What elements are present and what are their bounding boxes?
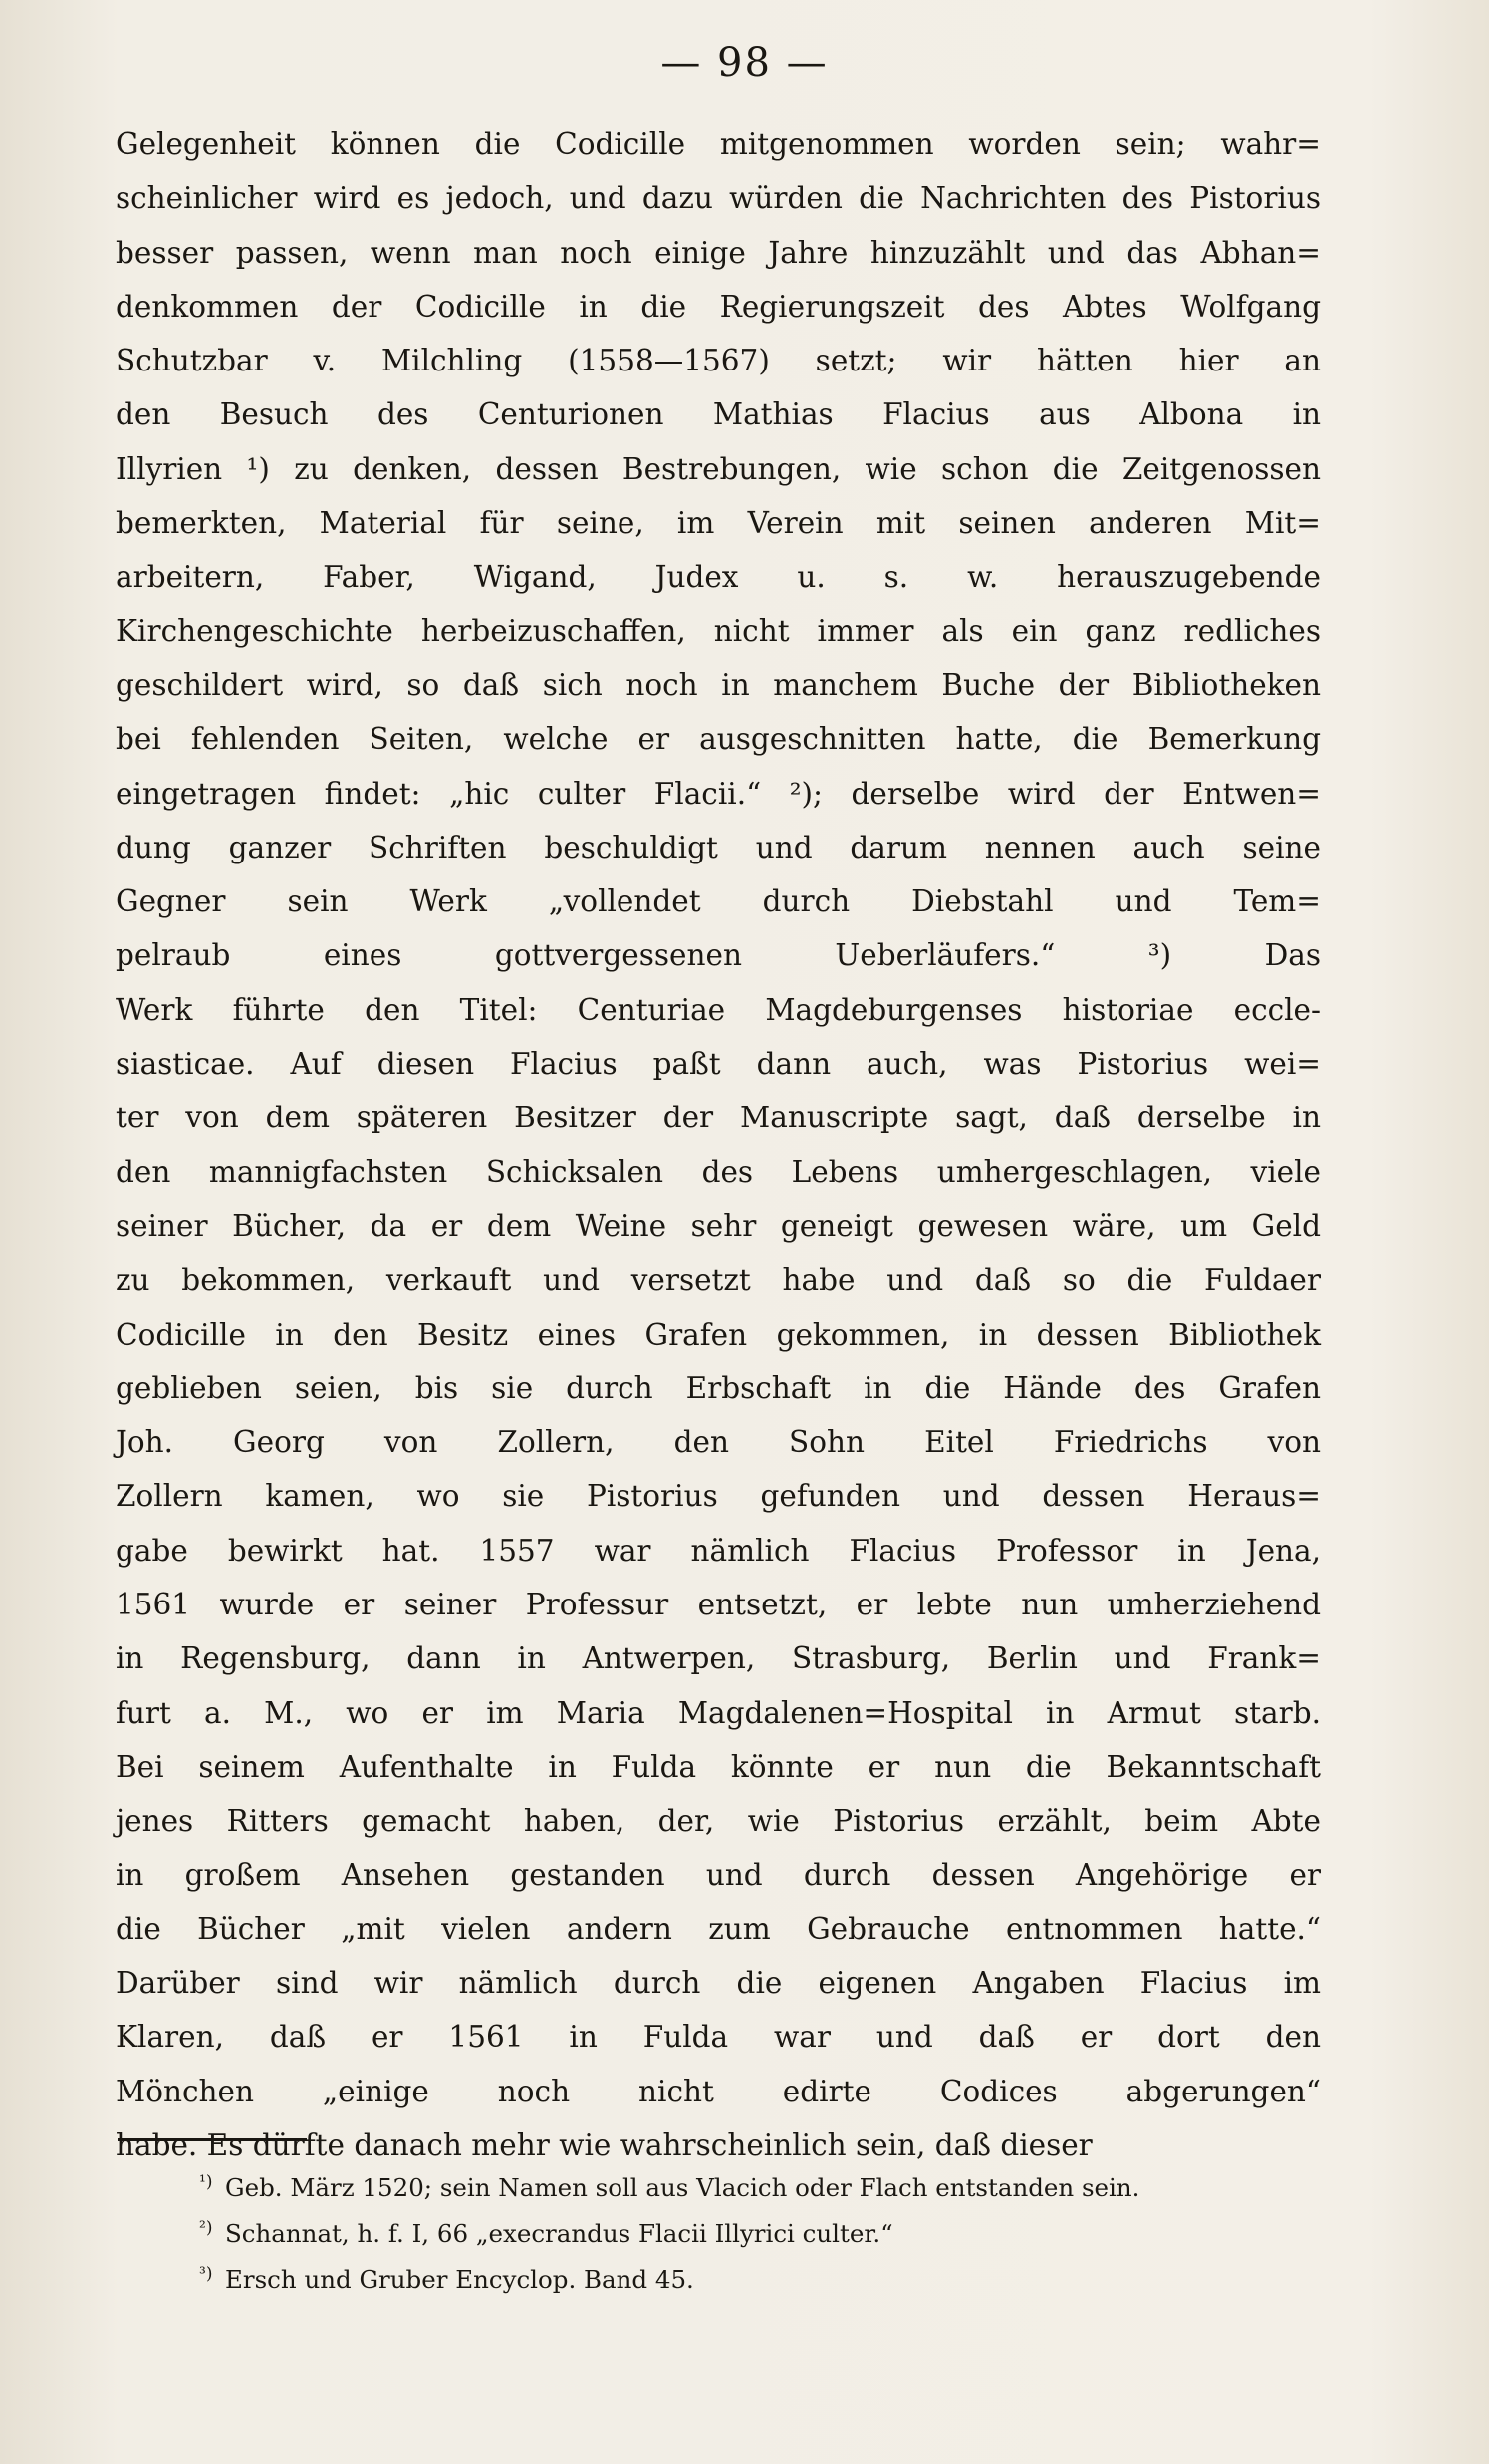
text-line: Zollern kamen, wo sie Pistorius gefunden und dessen Heraus= — [116, 1479, 1321, 1514]
text-line: ter von dem späteren Besitzer der Manuscripte sagt, daß derselbe in — [116, 1101, 1321, 1135]
text-line: Werk führte den Titel: Centuriae Magdeburgenses historiae eccle- — [116, 992, 1321, 1027]
text-line: siasticae. Auf diesen Flacius paßt dann auch, was Pistorius wei= — [116, 1047, 1321, 1082]
text-line: arbeitern, Faber, Wigand, Judex u. s. w. herauszugebende — [116, 560, 1321, 595]
text-line: eingetragen findet: „hic culter Flacii.“ ²); derselbe wird der Entwen= — [116, 776, 1321, 811]
footnotes — [199, 2159, 1321, 2297]
footnote-divider — [118, 2138, 307, 2141]
text-line: bemerkten, Material für seine, im Verein mit seinen anderen Mit= — [116, 506, 1321, 541]
text-line: Mönchen „einige noch nicht edirte Codices abgerungen“ — [116, 2074, 1321, 2108]
footnote-2 — [199, 2205, 1321, 2251]
text-line: pelraub eines gottvergessenen Ueberläufers.“ ³) Das — [116, 938, 1321, 973]
text-line: in Regensburg, dann in Antwerpen, Strasburg, Berlin und Frank= — [116, 1641, 1321, 1676]
text-line: Klaren, daß er 1561 in Fulda war und daß er dort den — [116, 2020, 1321, 2055]
text-line: zu bekommen, verkauft und versetzt habe und daß so die Fuldaer — [116, 1263, 1321, 1298]
text-line: scheinlicher wird es jedoch, und dazu würden die Nachrichten des Pistorius — [116, 181, 1321, 216]
text-line: Schutzbar v. Milchling (1558—1567) setzt; wir hätten hier an — [116, 344, 1321, 378]
text-line: besser passen, wenn man noch einige Jahre hinzuzählt und das Abhan= — [116, 235, 1321, 270]
text-line: die Bücher „mit vielen andern zum Gebrauche entnommen hatte.“ — [116, 1911, 1321, 1946]
footnote-mark: ³) — [199, 2264, 213, 2284]
text-line: seiner Bücher, da er dem Weine sehr geneigt gewesen wäre, um Geld — [116, 1208, 1321, 1243]
footnote-text: Ersch und Gruber Encyclop. Band 45. — [225, 2265, 694, 2294]
text-line: gabe bewirkt hat. 1557 war nämlich Flacius Professor in Jena, — [116, 1533, 1321, 1568]
text-line: Codicille in den Besitz eines Grafen gekommen, in dessen Bibliothek — [116, 1317, 1321, 1352]
text-line: furt a. M., wo er im Maria Magdalenen=Hospital in Armut starb. — [116, 1695, 1321, 1730]
footnote-text: Schannat, h. f. I, 66 „execrandus Flacii Illyrici culter.“ — [225, 2219, 893, 2248]
text-line: jenes Ritters gemacht haben, der, wie Pistorius erzählt, beim Abte — [116, 1804, 1321, 1839]
text-line: bei fehlenden Seiten, welche er ausgeschnitten hatte, die Bemerkung — [116, 722, 1321, 757]
text-line: Joh. Georg von Zollern, den Sohn Eitel Friedrichs von — [116, 1425, 1321, 1460]
text-line: dung ganzer Schriften beschuldigt und darum nennen auch seine — [116, 830, 1321, 864]
text-line: Illyrien ¹) zu denken, dessen Bestrebungen, wie schon die Zeitgenossen — [116, 451, 1321, 486]
footnote-3 — [199, 2251, 1321, 2297]
text-line: den mannigfachsten Schicksalen des Lebens umhergeschlagen, viele — [116, 1154, 1321, 1189]
footnote-text: Geb. März 1520; sein Namen soll aus Vlacich oder Flach entstanden sein. — [225, 2173, 1140, 2202]
text-line: Darüber sind wir nämlich durch die eigenen Angaben Flacius im — [116, 1966, 1321, 2001]
text-line: den Besuch des Centurionen Mathias Flacius aus Albona in — [116, 397, 1321, 432]
footnote-mark: ¹) — [199, 2172, 213, 2192]
text-line: habe. Es dürfte danach mehr wie wahrscheinlich sein, daß dieser — [116, 2127, 1093, 2162]
text-line: geblieben seien, bis sie durch Erbschaft in die Hände des Grafen — [116, 1370, 1321, 1405]
text-line: Gegner sein Werk „vollendet durch Diebstahl und Tem= — [116, 884, 1321, 919]
text-line: denkommen der Codicille in die Regierungszeit des Abtes Wolfgang — [116, 289, 1321, 324]
text-line: 1561 wurde er seiner Professur entsetzt, er lebte nun umherziehend — [116, 1588, 1321, 1622]
text-line: in großem Ansehen gestanden und durch dessen Angehörige er — [116, 1857, 1321, 1892]
footnote-mark: ²) — [199, 2218, 213, 2238]
text-line: Kirchengeschichte herbeizuschaffen, nicht immer als ein ganz redliches — [116, 614, 1321, 648]
text-line: Gelegenheit können die Codicille mitgenommen worden sein; wahr= — [116, 127, 1321, 161]
text-line: geschildert wird, so daß sich noch in manchem Buche der Bibliotheken — [116, 667, 1321, 702]
footnote-1 — [199, 2159, 1321, 2205]
text-line: Bei seinem Aufenthalte in Fulda könnte er nun die Bekanntschaft — [116, 1749, 1321, 1784]
body-text — [116, 118, 1321, 2172]
page-number: — 98 — — [660, 40, 829, 86]
